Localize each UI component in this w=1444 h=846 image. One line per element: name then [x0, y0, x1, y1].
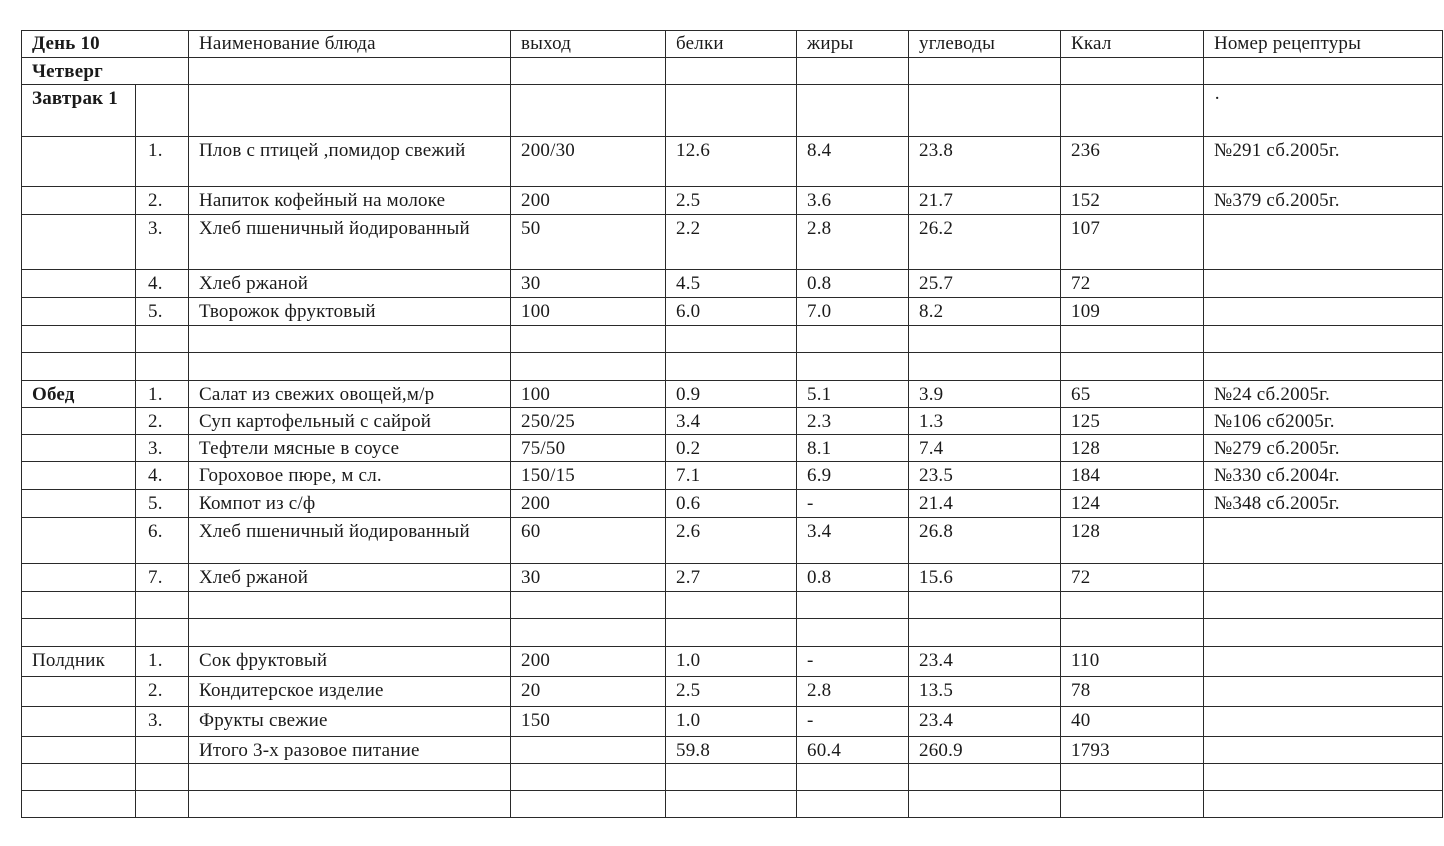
meal-label-snack: Полдник — [22, 647, 136, 677]
item-number: 6. — [136, 518, 189, 564]
dish-protein: 7.1 — [666, 462, 797, 490]
dish-kcal: 128 — [1061, 518, 1204, 564]
dish-protein: 6.0 — [666, 298, 797, 326]
item-number: 5. — [136, 490, 189, 518]
dish-row — [22, 215, 1443, 270]
dish-yield: 100 — [511, 298, 666, 326]
dish-yield: 50 — [511, 215, 666, 270]
dish-fat: 5.1 — [797, 381, 909, 408]
dish-name: Хлеб пшеничный йодированный — [189, 215, 511, 270]
dish-protein: 0.9 — [666, 381, 797, 408]
recipe-header: Номер рецептуры — [1204, 31, 1443, 58]
dish-name: Напиток кофейный на молоке — [189, 187, 511, 215]
dish-fat: 0.8 — [797, 270, 909, 298]
dish-carbs: 7.4 — [909, 435, 1061, 462]
dish-protein: 0.2 — [666, 435, 797, 462]
dish-carbs: 8.2 — [909, 298, 1061, 326]
dish-carbs: 21.4 — [909, 490, 1061, 518]
recipe-number — [1204, 215, 1443, 270]
protein-header: белки — [666, 31, 797, 58]
breakfast-label-row — [22, 85, 1443, 137]
dish-fat: - — [797, 707, 909, 737]
spacer-row — [22, 326, 1443, 353]
menu-table-body — [22, 31, 1443, 818]
name-header: Наименование блюда — [189, 31, 511, 58]
dish-yield: 200/30 — [511, 137, 666, 187]
recipe-number — [1204, 518, 1443, 564]
dish-name: Суп картофельный с сайрой — [189, 408, 511, 435]
recipe-number: №24 сб.2005г. — [1204, 381, 1443, 408]
recipe-number — [1204, 298, 1443, 326]
spacer-row — [22, 791, 1443, 818]
total-yield — [511, 737, 666, 764]
recipe-number — [1204, 564, 1443, 592]
dish-kcal: 78 — [1061, 677, 1204, 707]
dish-yield: 75/50 — [511, 435, 666, 462]
dish-fat: 3.4 — [797, 518, 909, 564]
item-number: 3. — [136, 707, 189, 737]
dish-row — [22, 381, 1443, 408]
meal-label-breakfast: Завтрак 1 — [22, 85, 136, 137]
dish-fat: 2.3 — [797, 408, 909, 435]
dish-kcal: 236 — [1061, 137, 1204, 187]
dish-row — [22, 298, 1443, 326]
recipe-number: №379 сб.2005г. — [1204, 187, 1443, 215]
dish-name: Хлеб ржаной — [189, 270, 511, 298]
dish-carbs: 21.7 — [909, 187, 1061, 215]
item-number: 3. — [136, 435, 189, 462]
dish-yield: 100 — [511, 381, 666, 408]
dish-fat: 0.8 — [797, 564, 909, 592]
dish-yield: 150/15 — [511, 462, 666, 490]
dish-protein: 1.0 — [666, 707, 797, 737]
recipe-number: №279 сб.2005г. — [1204, 435, 1443, 462]
dish-kcal: 124 — [1061, 490, 1204, 518]
total-protein: 59.8 — [666, 737, 797, 764]
dish-row — [22, 518, 1443, 564]
dish-row — [22, 490, 1443, 518]
item-number: 7. — [136, 564, 189, 592]
dish-yield: 60 — [511, 518, 666, 564]
dish-protein: 2.6 — [666, 518, 797, 564]
recipe-number: №106 сб2005г. — [1204, 408, 1443, 435]
weekday-row — [22, 58, 1443, 85]
dish-carbs: 3.9 — [909, 381, 1061, 408]
yield-header: выход — [511, 31, 666, 58]
dish-fat: 8.1 — [797, 435, 909, 462]
dish-protein: 3.4 — [666, 408, 797, 435]
dish-fat: 8.4 — [797, 137, 909, 187]
item-number: 2. — [136, 187, 189, 215]
dish-row — [22, 435, 1443, 462]
item-number: 1. — [136, 137, 189, 187]
menu-table — [21, 30, 1443, 818]
dish-kcal: 128 — [1061, 435, 1204, 462]
recipe-number — [1204, 270, 1443, 298]
dish-name: Тефтели мясные в соусе — [189, 435, 511, 462]
dish-row — [22, 707, 1443, 737]
dish-yield: 200 — [511, 490, 666, 518]
spacer-row — [22, 619, 1443, 647]
fat-header: жиры — [797, 31, 909, 58]
recipe-number — [1204, 677, 1443, 707]
dish-carbs: 23.4 — [909, 647, 1061, 677]
item-number: 1. — [136, 647, 189, 677]
item-number: 2. — [136, 677, 189, 707]
recipe-number — [1204, 647, 1443, 677]
spacer-row — [22, 592, 1443, 619]
dish-name: Творожок фруктовый — [189, 298, 511, 326]
dish-name: Гороховое пюре, м сл. — [189, 462, 511, 490]
dish-yield: 150 — [511, 707, 666, 737]
total-name: Итого 3-х разовое питание — [189, 737, 511, 764]
dish-protein: 2.5 — [666, 187, 797, 215]
dish-protein: 12.6 — [666, 137, 797, 187]
dish-carbs: 13.5 — [909, 677, 1061, 707]
item-number: 4. — [136, 462, 189, 490]
dish-fat: 2.8 — [797, 215, 909, 270]
item-number: 3. — [136, 215, 189, 270]
dish-row — [22, 462, 1443, 490]
weekday-label: Четверг — [22, 58, 189, 85]
dish-kcal: 107 — [1061, 215, 1204, 270]
dish-protein: 2.5 — [666, 677, 797, 707]
dish-fat: 7.0 — [797, 298, 909, 326]
recipe-number: №291 сб.2005г. — [1204, 137, 1443, 187]
dish-kcal: 40 — [1061, 707, 1204, 737]
dish-kcal: 125 — [1061, 408, 1204, 435]
dish-fat: 6.9 — [797, 462, 909, 490]
dish-name: Салат из свежих овощей,м/р — [189, 381, 511, 408]
dish-yield: 30 — [511, 564, 666, 592]
day-header: День 10 — [22, 31, 189, 58]
total-row — [22, 737, 1443, 764]
dish-carbs: 23.8 — [909, 137, 1061, 187]
dish-carbs: 15.6 — [909, 564, 1061, 592]
dish-yield: 30 — [511, 270, 666, 298]
dish-row — [22, 677, 1443, 707]
recipe-number — [1204, 707, 1443, 737]
dish-carbs: 1.3 — [909, 408, 1061, 435]
dish-yield: 200 — [511, 187, 666, 215]
dish-kcal: 72 — [1061, 564, 1204, 592]
dish-kcal: 152 — [1061, 187, 1204, 215]
dish-carbs: 25.7 — [909, 270, 1061, 298]
kcal-header: Ккал — [1061, 31, 1204, 58]
dish-carbs: 23.5 — [909, 462, 1061, 490]
dish-name: Плов с птицей ,помидор свежий — [189, 137, 511, 187]
recipe-mark: · — [1204, 85, 1443, 137]
carbs-header: углеводы — [909, 31, 1061, 58]
dish-name: Фрукты свежие — [189, 707, 511, 737]
header-row — [22, 31, 1443, 58]
total-recipe — [1204, 737, 1443, 764]
spacer-row — [22, 353, 1443, 381]
dish-name: Сок фруктовый — [189, 647, 511, 677]
dish-protein: 2.7 — [666, 564, 797, 592]
spacer-row — [22, 764, 1443, 791]
dish-protein: 0.6 — [666, 490, 797, 518]
dish-carbs: 26.8 — [909, 518, 1061, 564]
recipe-number: №348 сб.2005г. — [1204, 490, 1443, 518]
item-number: 5. — [136, 298, 189, 326]
item-number: 4. — [136, 270, 189, 298]
dish-protein: 2.2 — [666, 215, 797, 270]
dish-fat: 2.8 — [797, 677, 909, 707]
meal-label-lunch: Обед — [22, 381, 136, 408]
dish-fat: 3.6 — [797, 187, 909, 215]
dish-yield: 200 — [511, 647, 666, 677]
dish-kcal: 110 — [1061, 647, 1204, 677]
dish-yield: 250/25 — [511, 408, 666, 435]
dish-kcal: 65 — [1061, 381, 1204, 408]
recipe-number: №330 сб.2004г. — [1204, 462, 1443, 490]
total-carbs: 260.9 — [909, 737, 1061, 764]
dish-row — [22, 187, 1443, 215]
dish-row — [22, 647, 1443, 677]
dish-name: Кондитерское изделие — [189, 677, 511, 707]
dish-carbs: 23.4 — [909, 707, 1061, 737]
total-kcal: 1793 — [1061, 737, 1204, 764]
dish-name: Компот из с/ф — [189, 490, 511, 518]
dish-fat: - — [797, 490, 909, 518]
dish-protein: 1.0 — [666, 647, 797, 677]
dish-fat: - — [797, 647, 909, 677]
dish-row — [22, 408, 1443, 435]
dish-kcal: 72 — [1061, 270, 1204, 298]
dish-kcal: 109 — [1061, 298, 1204, 326]
dish-name: Хлеб ржаной — [189, 564, 511, 592]
dish-row — [22, 270, 1443, 298]
dish-carbs: 26.2 — [909, 215, 1061, 270]
dish-row — [22, 564, 1443, 592]
item-number: 1. — [136, 381, 189, 408]
dish-row — [22, 137, 1443, 187]
dish-name: Хлеб пшеничный йодированный — [189, 518, 511, 564]
dish-yield: 20 — [511, 677, 666, 707]
item-number: 2. — [136, 408, 189, 435]
total-fat: 60.4 — [797, 737, 909, 764]
dish-kcal: 184 — [1061, 462, 1204, 490]
dish-protein: 4.5 — [666, 270, 797, 298]
